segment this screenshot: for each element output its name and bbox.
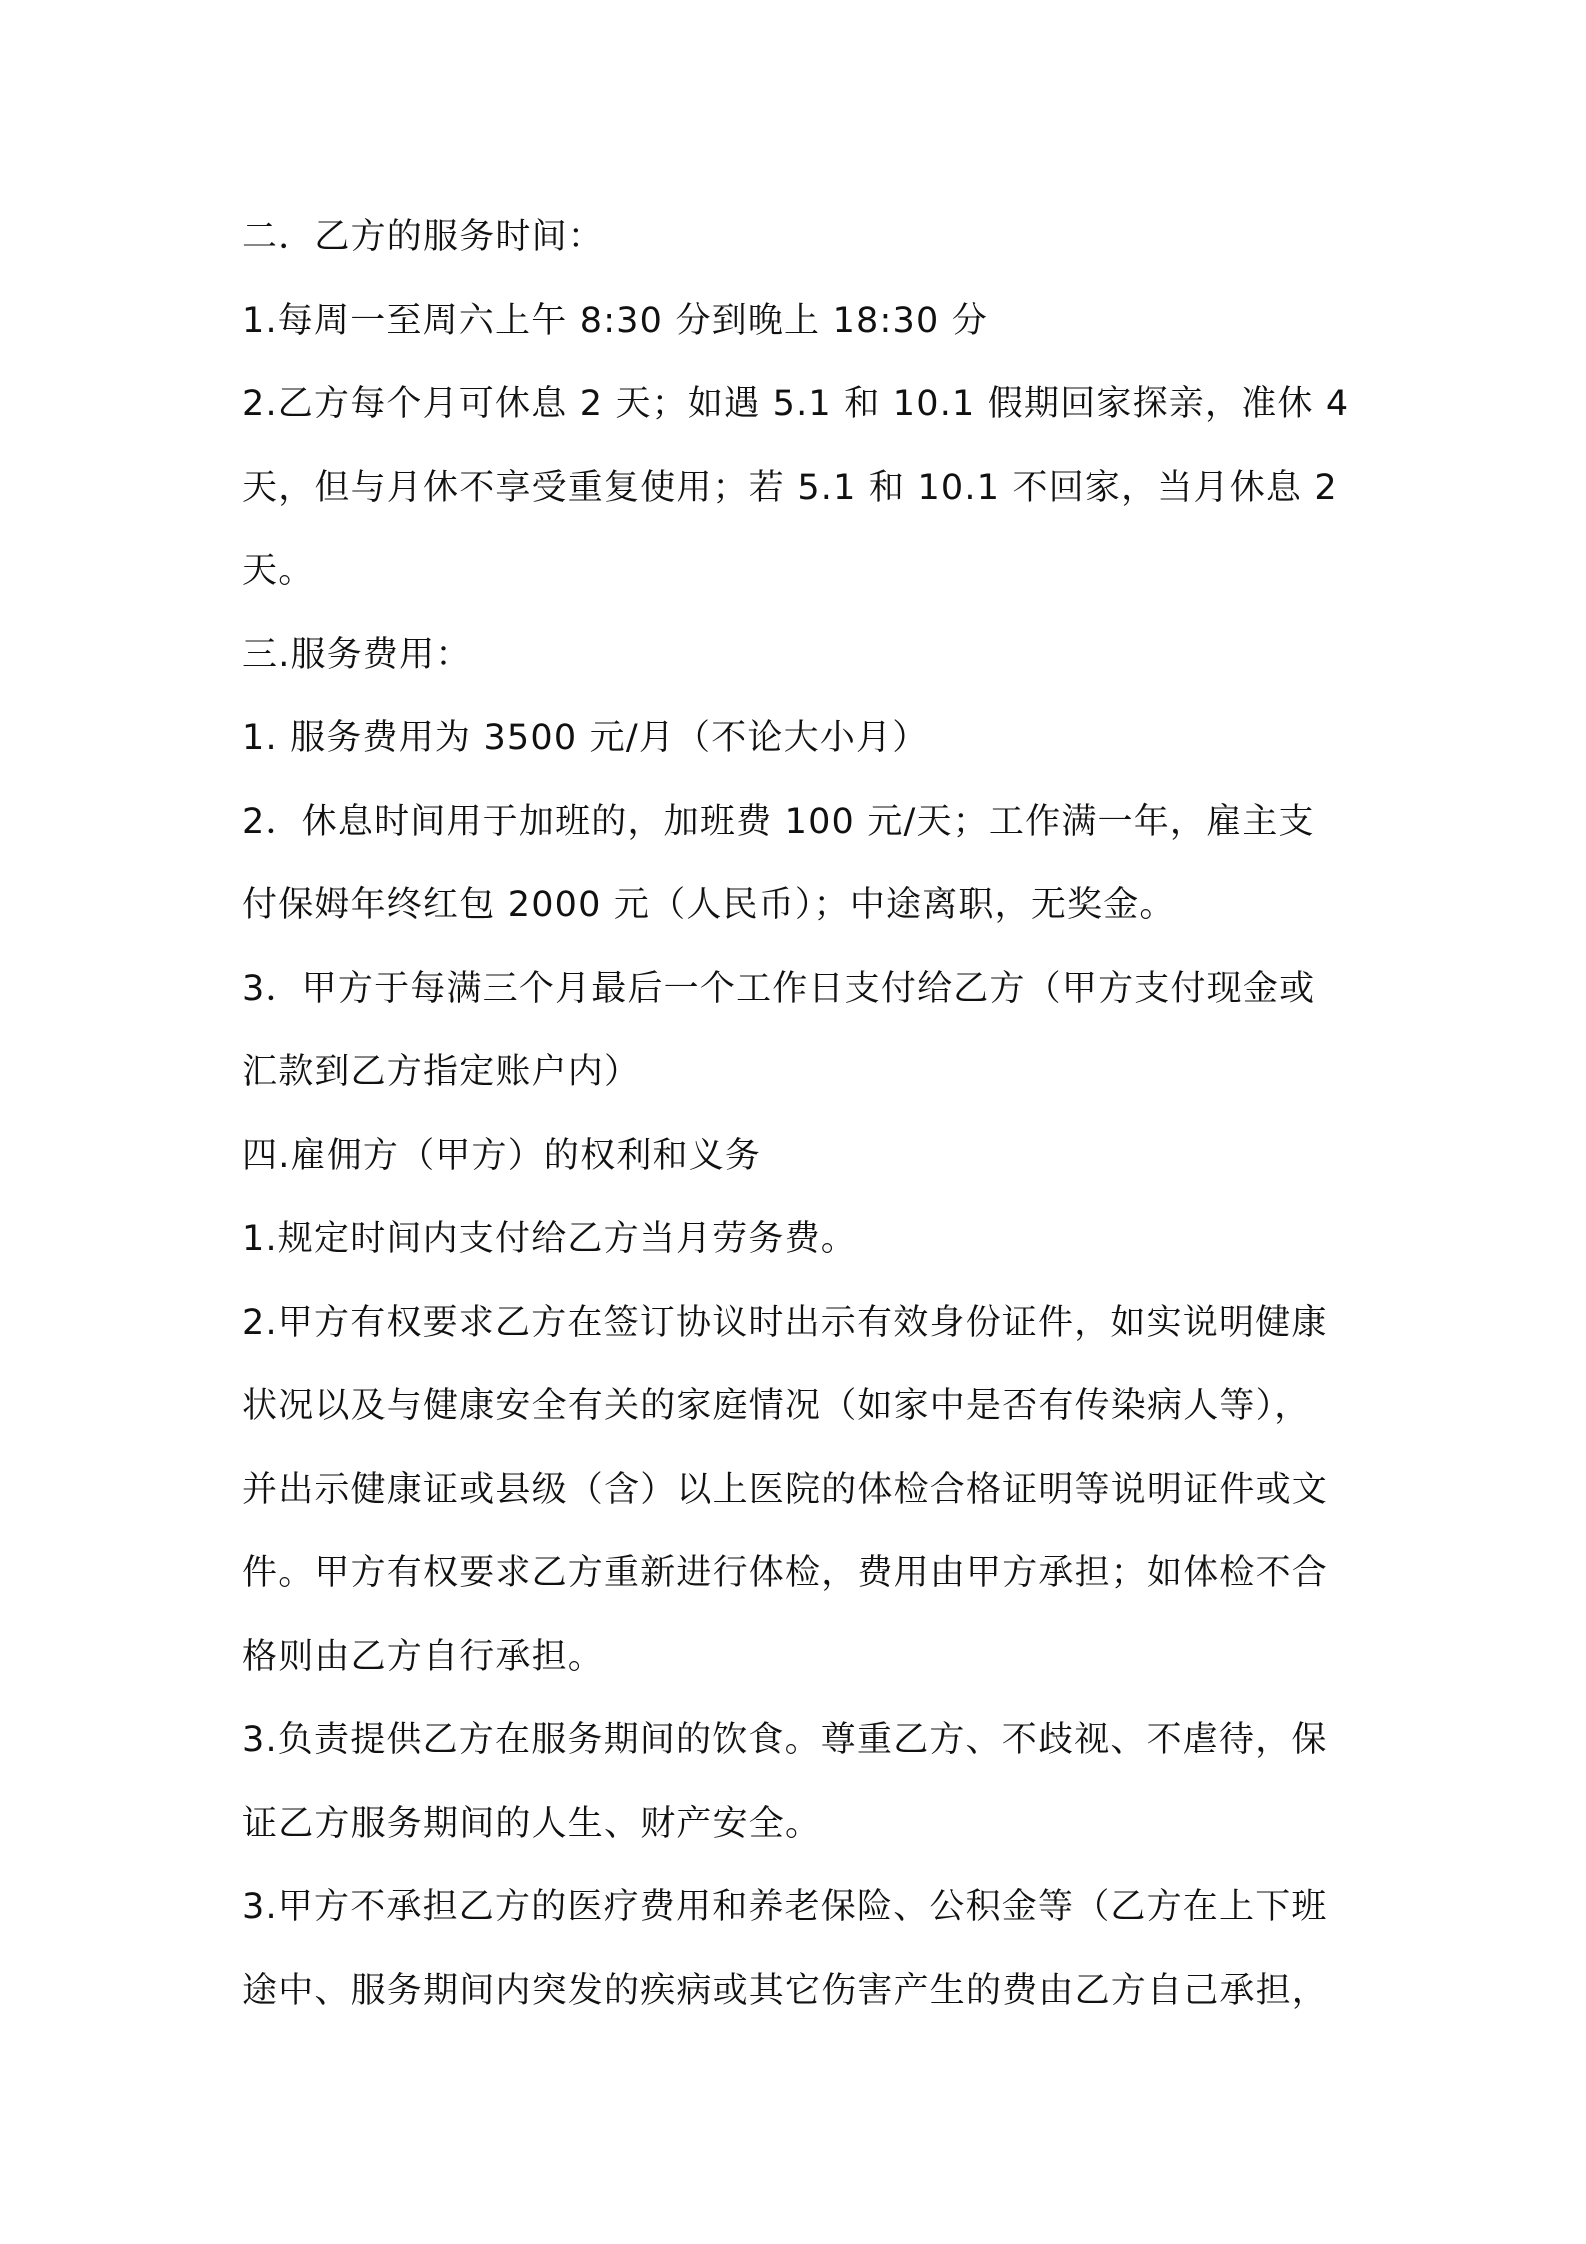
section-heading: 四.雇佣方（甲方）的权利和义务: [242, 1135, 762, 1176]
document-body: [242, 196, 1358, 2033]
text-line: 证乙方服务期间的人生、财产安全。: [242, 1803, 822, 1844]
text-line: 格则由乙方自行承担。: [242, 1636, 605, 1677]
text-line: 1. 服务费用为 3500 元/月（不论大小月）: [242, 718, 929, 758]
text-line: 状况以及与健康安全有关的家庭情况（如家中是否有传染病人等），: [242, 1386, 1311, 1426]
text-line: 3.负责提供乙方在服务期间的饮食。尊重乙方、不歧视、不虐待，保: [242, 1720, 1328, 1760]
text-line: 天。: [242, 551, 315, 591]
text-line: 途中、服务期间内突发的疾病或其它伤害产生的费由乙方自己承担，: [242, 1970, 1329, 2011]
section-heading: 三.服务费用：: [242, 634, 472, 675]
text-line: 汇款到乙方指定账户内）: [242, 1052, 641, 1092]
text-line: 3．甲方于每满三个月最后一个工作日支付给乙方（甲方支付现金或: [242, 968, 1316, 1009]
text-line: 并出示健康证或县级（含）以上医院的体检合格证明等说明证件或文: [242, 1469, 1329, 1510]
text-line: 件。甲方有权要求乙方重新进行体检，费用由甲方承担；如体检不合: [242, 1553, 1329, 1593]
section-heading: 二．乙方的服务时间：: [242, 217, 605, 257]
text-line: 天，但与月休不享受重复使用；若 5.1 和 10.1 不回家，当月休息 2: [242, 467, 1338, 508]
text-line: 1.规定时间内支付给乙方当月劳务费。: [242, 1219, 857, 1259]
text-line: 2.甲方有权要求乙方在签订协议时出示有效身份证件，如实说明健康: [242, 1302, 1328, 1343]
text-line: 付保姆年终红包 2000 元（人民币）；中途离职，无奖金。: [242, 885, 1176, 925]
text-line: 2.乙方每个月可休息 2 天；如遇 5.1 和 10.1 假期回家探亲，准休 4: [242, 384, 1350, 424]
text-line: 2．休息时间用于加班的，加班费 100 元/天；工作满一年，雇主支: [242, 801, 1315, 842]
text-line: 1.每周一至周六上午 8:30 分到晚上 18:30 分: [242, 300, 988, 341]
text-line: 3.甲方不承担乙方的医疗费用和养老保险、公积金等（乙方在上下班: [242, 1887, 1328, 1927]
